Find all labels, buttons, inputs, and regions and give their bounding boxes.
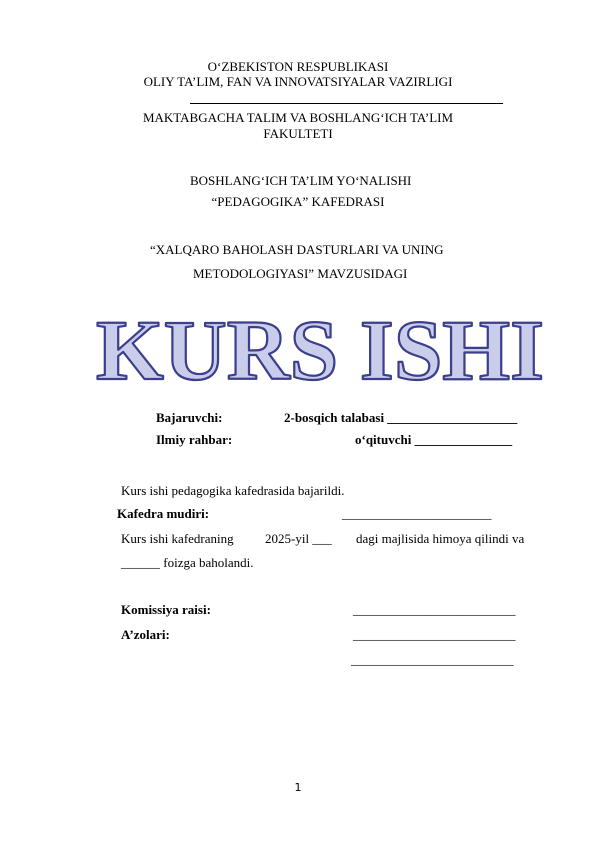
performer-label: Bajaruvchi: (156, 410, 223, 425)
topic-line-1: “XALQARO BAHOLASH DASTURLARI VA UNING (150, 242, 444, 257)
supervisor-value: o‘qituvchi _______________ (355, 432, 513, 447)
topic-line-2: METODOLOGIYASI” MAVZUSIDAGI (193, 266, 408, 281)
commission-member-blank-1: _________________________ (353, 627, 516, 642)
head-label: Kafedra mudiri: (117, 506, 210, 521)
performer-value: 2-bosqich talabasi ____________________ (284, 410, 518, 425)
header-line-2: OLIY TA’LIM, FAN VA INNOVATSIYALAR VAZIRLIGI (143, 74, 453, 89)
document-title-art (0, 304, 596, 390)
faculty-line-2: FAKULTETI (263, 126, 333, 141)
header-divider (190, 103, 503, 104)
commission-members-label: A’zolari: (121, 627, 170, 642)
document-title (0, 304, 596, 390)
faculty-line-1: MAKTABGACHA TALIM VA BOSHLANG‘ICH TA’LIM (142, 110, 454, 125)
commission-member-blank-2: _________________________ (351, 652, 514, 667)
defense-line-1-mid: 2025-yil ___ (265, 531, 332, 546)
direction-line: BOSHLANG‘ICH TA’LIM YO‘NALISHI (190, 173, 412, 188)
header-line-1: O‘ZBEKISTON RESPUBLIKASI (207, 59, 389, 74)
commission-chair-label: Komissiya raisi: (121, 602, 211, 617)
defense-line-1-right: dagi majlisida himoya qilindi va (356, 531, 525, 546)
defense-line-2: ______ foizga baholandi. (121, 555, 254, 570)
supervisor-label: Ilmiy rahbar: (156, 432, 233, 447)
completion-note: Kurs ishi pedagogika kafedrasida bajarildi. (121, 483, 345, 498)
defense-line-1-left: Kurs ishi kafedraning (121, 531, 234, 546)
chair-line: “PEDAGOGIKA” KAFEDRASI (211, 194, 385, 209)
document-title-text: KURS ISHI (96, 304, 544, 390)
page-number: 1 (294, 781, 302, 794)
head-signature-blank: _______________________ (342, 506, 492, 521)
commission-chair-blank: _________________________ (353, 602, 516, 617)
